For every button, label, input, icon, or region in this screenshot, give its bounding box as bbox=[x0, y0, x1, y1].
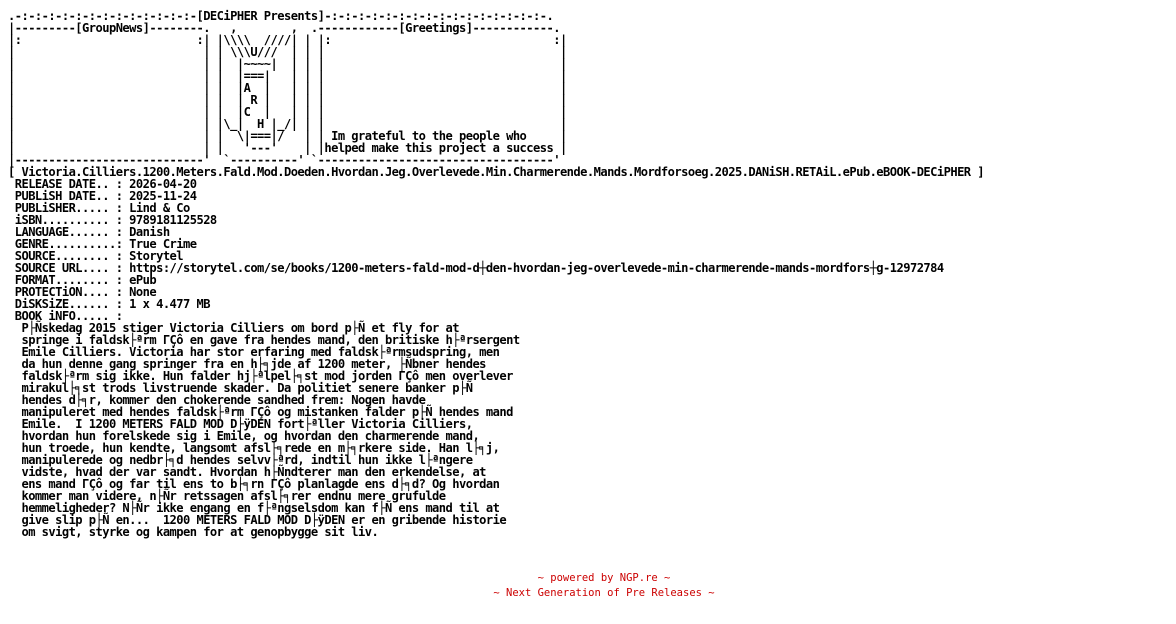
nfo-line: | | | |===| | | | | bbox=[8, 69, 567, 83]
book-info-line: manipulerede og nedbr├╕d hendes selvv├ªrd, indtil hun ikke l├ªngere bbox=[8, 453, 473, 467]
source-url: SOURCE URL.... : https://storytel.com/se/books/1200-meters-fald-mod-d┼den-hvordan-jeg-overlevede-min-charmerende-mands-mordfors┼g-12972784 bbox=[8, 261, 944, 275]
nfo-line: | | | '---' | |helped make this project a success | bbox=[8, 141, 567, 155]
publish-date: PUBLiSH DATE.. : 2025-11-24 bbox=[8, 189, 197, 203]
book-info-line: Emile. I 1200 METERS FALD MOD D├ÿDEN fort├ªller Victoria Cilliers, bbox=[8, 417, 473, 431]
language: LANGUAGE...... : Danish bbox=[8, 225, 170, 239]
book-info-line: springe i faldsk├ªrm ΓÇô en gave fra hendes mand, den britiske h├ªrsergent bbox=[8, 333, 520, 347]
nfo-line: |----------------------------' `----------' `-----------------------------------' bbox=[8, 153, 560, 167]
disksize: DiSKSiZE...... : 1 x 4.477 MB bbox=[8, 297, 210, 311]
nfo-line: | | | |A | | | | | bbox=[8, 81, 567, 95]
book-info-line: give slip p├Ñ en... 1200 METERS FALD MOD D├ÿDEN er en gribende historie bbox=[8, 513, 507, 527]
book-info-line: hun troede, hun kendte, langsomt afsl├╕rede en m├╕rkere side. Han l├╕j, bbox=[8, 441, 500, 455]
book-info-line: mirakul├╕st trods livstruende skader. Da politiet senere banker p├Ñ bbox=[8, 381, 473, 395]
book-info-line: Emile Cilliers. Victoria har stor erfaring med faldsk├ªrmsudspring, men bbox=[8, 345, 500, 359]
release-title: [ Victoria.Cilliers.1200.Meters.Fald.Mod.Doeden.Hvordan.Jeg.Overlevede.Min.Charmerende.Mands.Mordforsoeg.2025.DANiSH.RETAiL.ePub.eBOOK-DECiPHER ] bbox=[8, 165, 985, 179]
isbn: iSBN.......... : 9789181125528 bbox=[8, 213, 217, 227]
tagline-footer bbox=[8, 586, 1176, 601]
book-info-line: P├Ñskedag 2015 stiger Victoria Cilliers om bord p├Ñ et fly for at bbox=[8, 321, 459, 335]
nfo-line: .-:-:-:-:-:-:-:-:-:-:-:-:-:-[DECiPHER Presents]-:-:-:-:-:-:-:-:-:-:-:-:-:-:-:-:-. bbox=[8, 9, 554, 23]
genre: GENRE..........: True Crime bbox=[8, 237, 197, 251]
publisher: PUBLiSHER..... : Lind & Co bbox=[8, 201, 190, 215]
nfo-line: | | | |C | | | | | bbox=[8, 105, 567, 119]
nfo-line: | | | \\\U/// | | | | bbox=[8, 45, 567, 59]
book-info-line: kommer man videre, n├Ñr retssagen afsl├╕rer endnu mere grufulde bbox=[8, 489, 446, 503]
book-info-line: hendes d├╕r, kommer den chokerende sandhed frem: Nogen havde bbox=[8, 393, 426, 407]
book-info-line: hvordan hun forelskede sig i Emile, og hvordan den charmerende mand, bbox=[8, 429, 480, 443]
book-info-line: faldsk├ªrm sig ikke. Hun falder hj├ªlpel├╕st mod jorden ΓÇô men overlever bbox=[8, 369, 513, 383]
book-info-line: vidste, hvad der var sandt. Hvordan h├Ñndterer man den erkendelse, at bbox=[8, 465, 486, 479]
tagline-link[interactable]: ~ Next Generation of Pre Releases ~ bbox=[493, 587, 715, 599]
book-info-line: ens mand ΓÇô og far til ens to b├╕rn ΓÇô planlagde ens d├╕d? Og hvordan bbox=[8, 477, 500, 491]
protection: PROTECTiON.... : None bbox=[8, 285, 157, 299]
nfo-line: |: :| |\\\\ ////| | |: :| bbox=[8, 33, 567, 47]
powered-by-footer bbox=[8, 571, 1176, 586]
book-info-line: da hun denne gang springer fra en h├╕jde af 1200 meter, ├Ñbner hendes bbox=[8, 357, 486, 371]
nfo-line: | | | | R | | | | | bbox=[8, 93, 567, 107]
source: SOURCE........ : Storytel bbox=[8, 249, 184, 263]
book-info-line: hemmeligheder? N├Ñr ikke engang en f├ªngselsdom kan f├Ñ ens mand til at bbox=[8, 501, 500, 515]
powered-by-link[interactable]: ~ powered by NGP.re ~ bbox=[537, 572, 671, 584]
nfo-line: | | | \|===|/ | | Im grateful to the people who | bbox=[8, 129, 567, 143]
release-date: RELEASE DATE.. : 2026-04-20 bbox=[8, 177, 197, 191]
nfo-line: | | | |~~~~| | | | | bbox=[8, 57, 567, 71]
book-info-line: om svigt, styrke og kampen for at genopbygge sit liv. bbox=[8, 525, 379, 539]
book-info-label: BOOK iNFO..... : bbox=[8, 309, 123, 323]
nfo-text bbox=[8, 10, 984, 538]
format: FORMAT........ : ePub bbox=[8, 273, 157, 287]
nfo-line: | | |\_| H |_/| | | | bbox=[8, 117, 567, 131]
nfo-line: |---------[GroupNews]--------. , , .------------[Greetings]------------. bbox=[8, 21, 560, 35]
book-info-line: manipuleret med hendes faldsk├ªrm ΓÇô og mistanken falder p├Ñ hendes mand bbox=[8, 405, 513, 419]
